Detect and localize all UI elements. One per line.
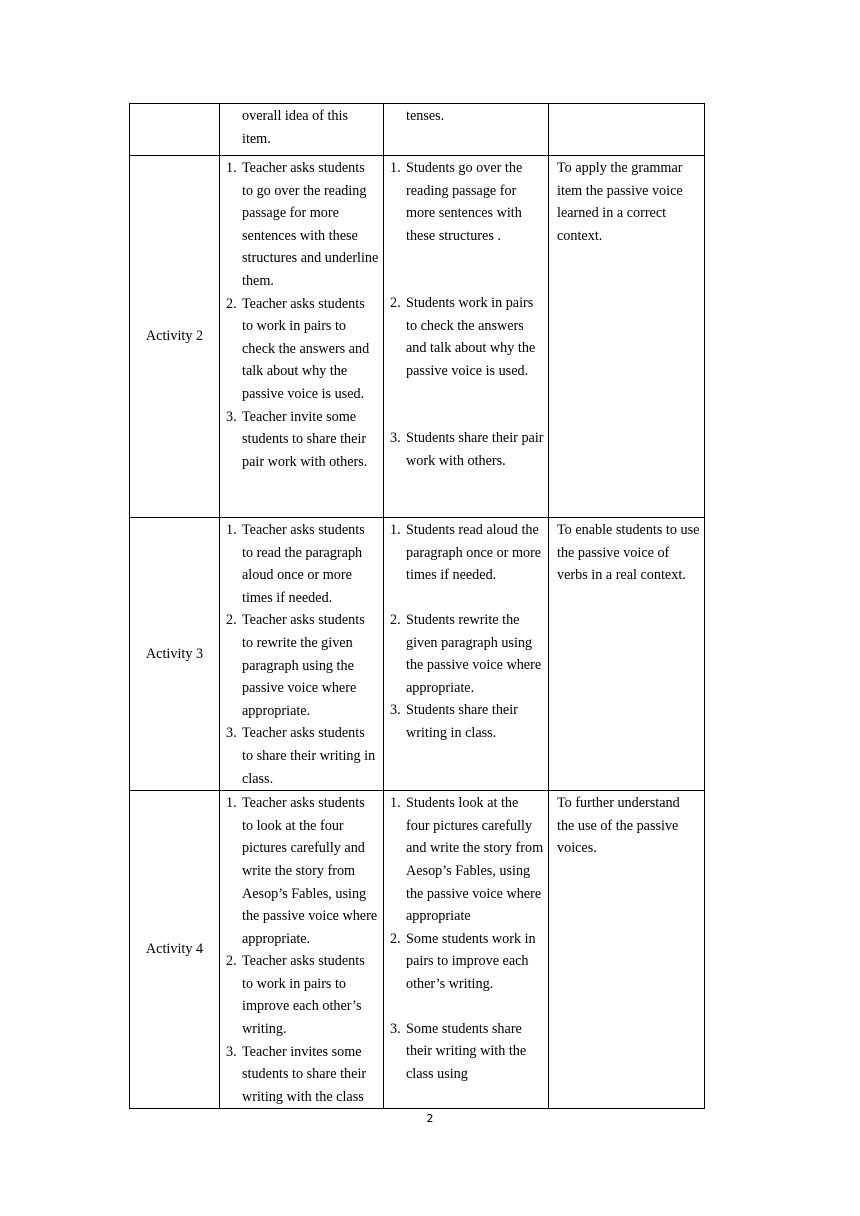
list-item: 1. Teacher asks students to go over the reading passage for more sentences with these structures and underline them. bbox=[226, 160, 379, 289]
teacher-activity-cell bbox=[220, 518, 384, 791]
list-item: 2. Teacher asks students to work in pairs to check the answers and talk about why the passive voice is used. bbox=[226, 295, 370, 402]
activity-label: Activity 3 bbox=[145, 645, 204, 662]
objective-text: To enable students to use the passive voice of verbs in a real context. bbox=[557, 522, 700, 584]
lesson-plan-table bbox=[129, 103, 705, 1109]
activity-label-cell bbox=[130, 518, 220, 791]
list-item: 3. Some students share their writing with the class using bbox=[390, 1020, 527, 1082]
list-item: 3. Students share their writing in class. bbox=[390, 702, 518, 741]
student-activity-cell bbox=[384, 518, 549, 791]
student-activity-cell bbox=[384, 791, 549, 1109]
objective-text: To apply the grammar item the passive voice learned in a correct context. bbox=[557, 160, 683, 244]
student-activity-cell bbox=[384, 104, 549, 156]
objective-cell bbox=[549, 518, 705, 791]
list-item: 2. Students work in pairs to check the answers and talk about why the passive voice is used. bbox=[390, 295, 536, 379]
activity-label: Activity 2 bbox=[145, 328, 204, 345]
list-item: 1. Students look at the four pictures carefully and write the story from Aesop’s Fables, using the passive voice where appropriate bbox=[390, 795, 544, 925]
teacher-activity-cell bbox=[220, 791, 384, 1109]
activity-label-cell bbox=[130, 104, 220, 156]
objective-cell bbox=[549, 156, 705, 518]
table-row bbox=[130, 518, 705, 791]
objective-text: To further understand the use of the passive voices. bbox=[557, 795, 680, 857]
list-item: 1. Students read aloud the paragraph once or more times if needed. bbox=[390, 522, 542, 584]
student-activity-cell bbox=[384, 156, 549, 518]
activity-label: Activity 4 bbox=[145, 941, 204, 958]
table-row bbox=[130, 104, 705, 156]
list-item: overall idea of this item. bbox=[242, 108, 348, 147]
list-item: 2. Teacher asks students to work in pairs to improve each other’s writing. bbox=[226, 953, 365, 1038]
list-item: 2. Teacher asks students to rewrite the given paragraph using the passive voice where appropriate. bbox=[226, 612, 365, 719]
list-item: 3. Teacher invite some students to share their pair work with others. bbox=[226, 408, 368, 470]
list-item: 3. Teacher asks students to share their writing in class. bbox=[226, 725, 376, 787]
list-item: 1. Teacher asks students to look at the four pictures carefully and write the story from Aesop’s Fables, using the passive voice where appropriate. bbox=[226, 795, 378, 947]
list-item: 3. Students share their pair work with others. bbox=[390, 430, 544, 469]
table-row bbox=[130, 791, 705, 1109]
teacher-activity-cell bbox=[220, 156, 384, 518]
activity-label-cell bbox=[130, 791, 220, 1109]
list-item: 1. Teacher asks students to read the paragraph aloud once or more times if needed. bbox=[226, 522, 365, 606]
activity-label-cell bbox=[130, 156, 220, 518]
list-item: 3. Teacher invites some students to share their writing with the class bbox=[226, 1043, 367, 1105]
objective-cell bbox=[549, 791, 705, 1109]
list-item: 1. Students go over the reading passage for more sentences with these structures . bbox=[390, 160, 523, 244]
list-item: 2. Some students work in pairs to improve each other’s writing. bbox=[390, 930, 536, 992]
teacher-activity-cell bbox=[220, 104, 384, 156]
objective-cell bbox=[549, 104, 705, 156]
page-number: 2 bbox=[426, 1112, 434, 1125]
list-item: tenses. bbox=[406, 108, 445, 124]
list-item: 2. Students rewrite the given paragraph using the passive voice where appropriate. bbox=[390, 612, 542, 696]
table-row bbox=[130, 156, 705, 518]
